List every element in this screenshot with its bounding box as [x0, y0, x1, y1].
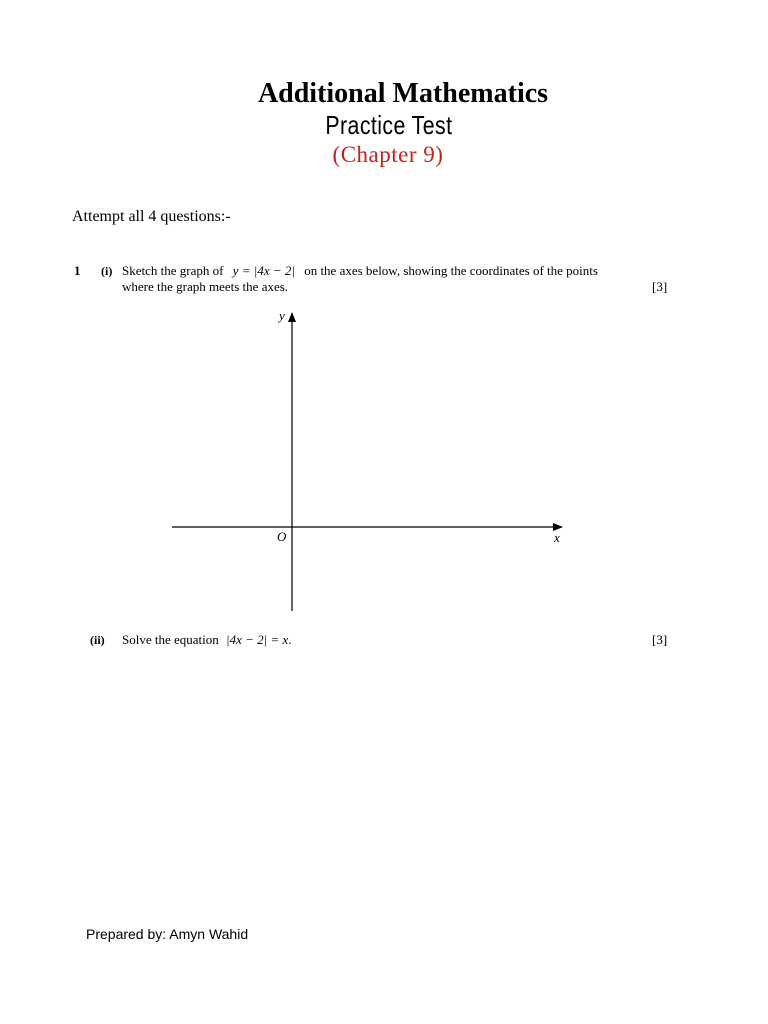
document-title: Additional Mathematics: [257, 78, 549, 109]
part-ii-question: [122, 632, 292, 648]
y-axis-label: y: [279, 308, 285, 323]
part-i-question-line2: where the graph meets the axes.: [122, 279, 289, 294]
part-ii-text: Solve the equation: [122, 632, 219, 647]
origin-label: O: [277, 529, 287, 544]
document-subtitle: Practice Test: [325, 110, 453, 140]
instructions: Attempt all 4 questions:-: [72, 208, 231, 225]
x-axis-label: x: [554, 530, 560, 545]
footer-prepared-by: Prepared by: Amyn Wahid: [86, 926, 249, 942]
part-ii-marks: [3]: [652, 632, 668, 647]
part-i-text-before: Sketch the graph of: [122, 263, 224, 278]
part-i-marks: [3]: [652, 279, 668, 294]
question-number: 1: [74, 263, 81, 278]
part-i-label: (i): [101, 264, 113, 278]
part-ii-end: .: [288, 632, 292, 647]
part-ii-label: (ii): [90, 633, 105, 647]
part-ii-equation: |4x − 2| = x: [226, 632, 289, 647]
chapter-label: (Chapter 9): [332, 142, 444, 167]
part-i-text-after: on the axes below, showing the coordinates of the points: [304, 263, 598, 278]
part-i-equation: y = |4x − 2|: [232, 263, 295, 278]
